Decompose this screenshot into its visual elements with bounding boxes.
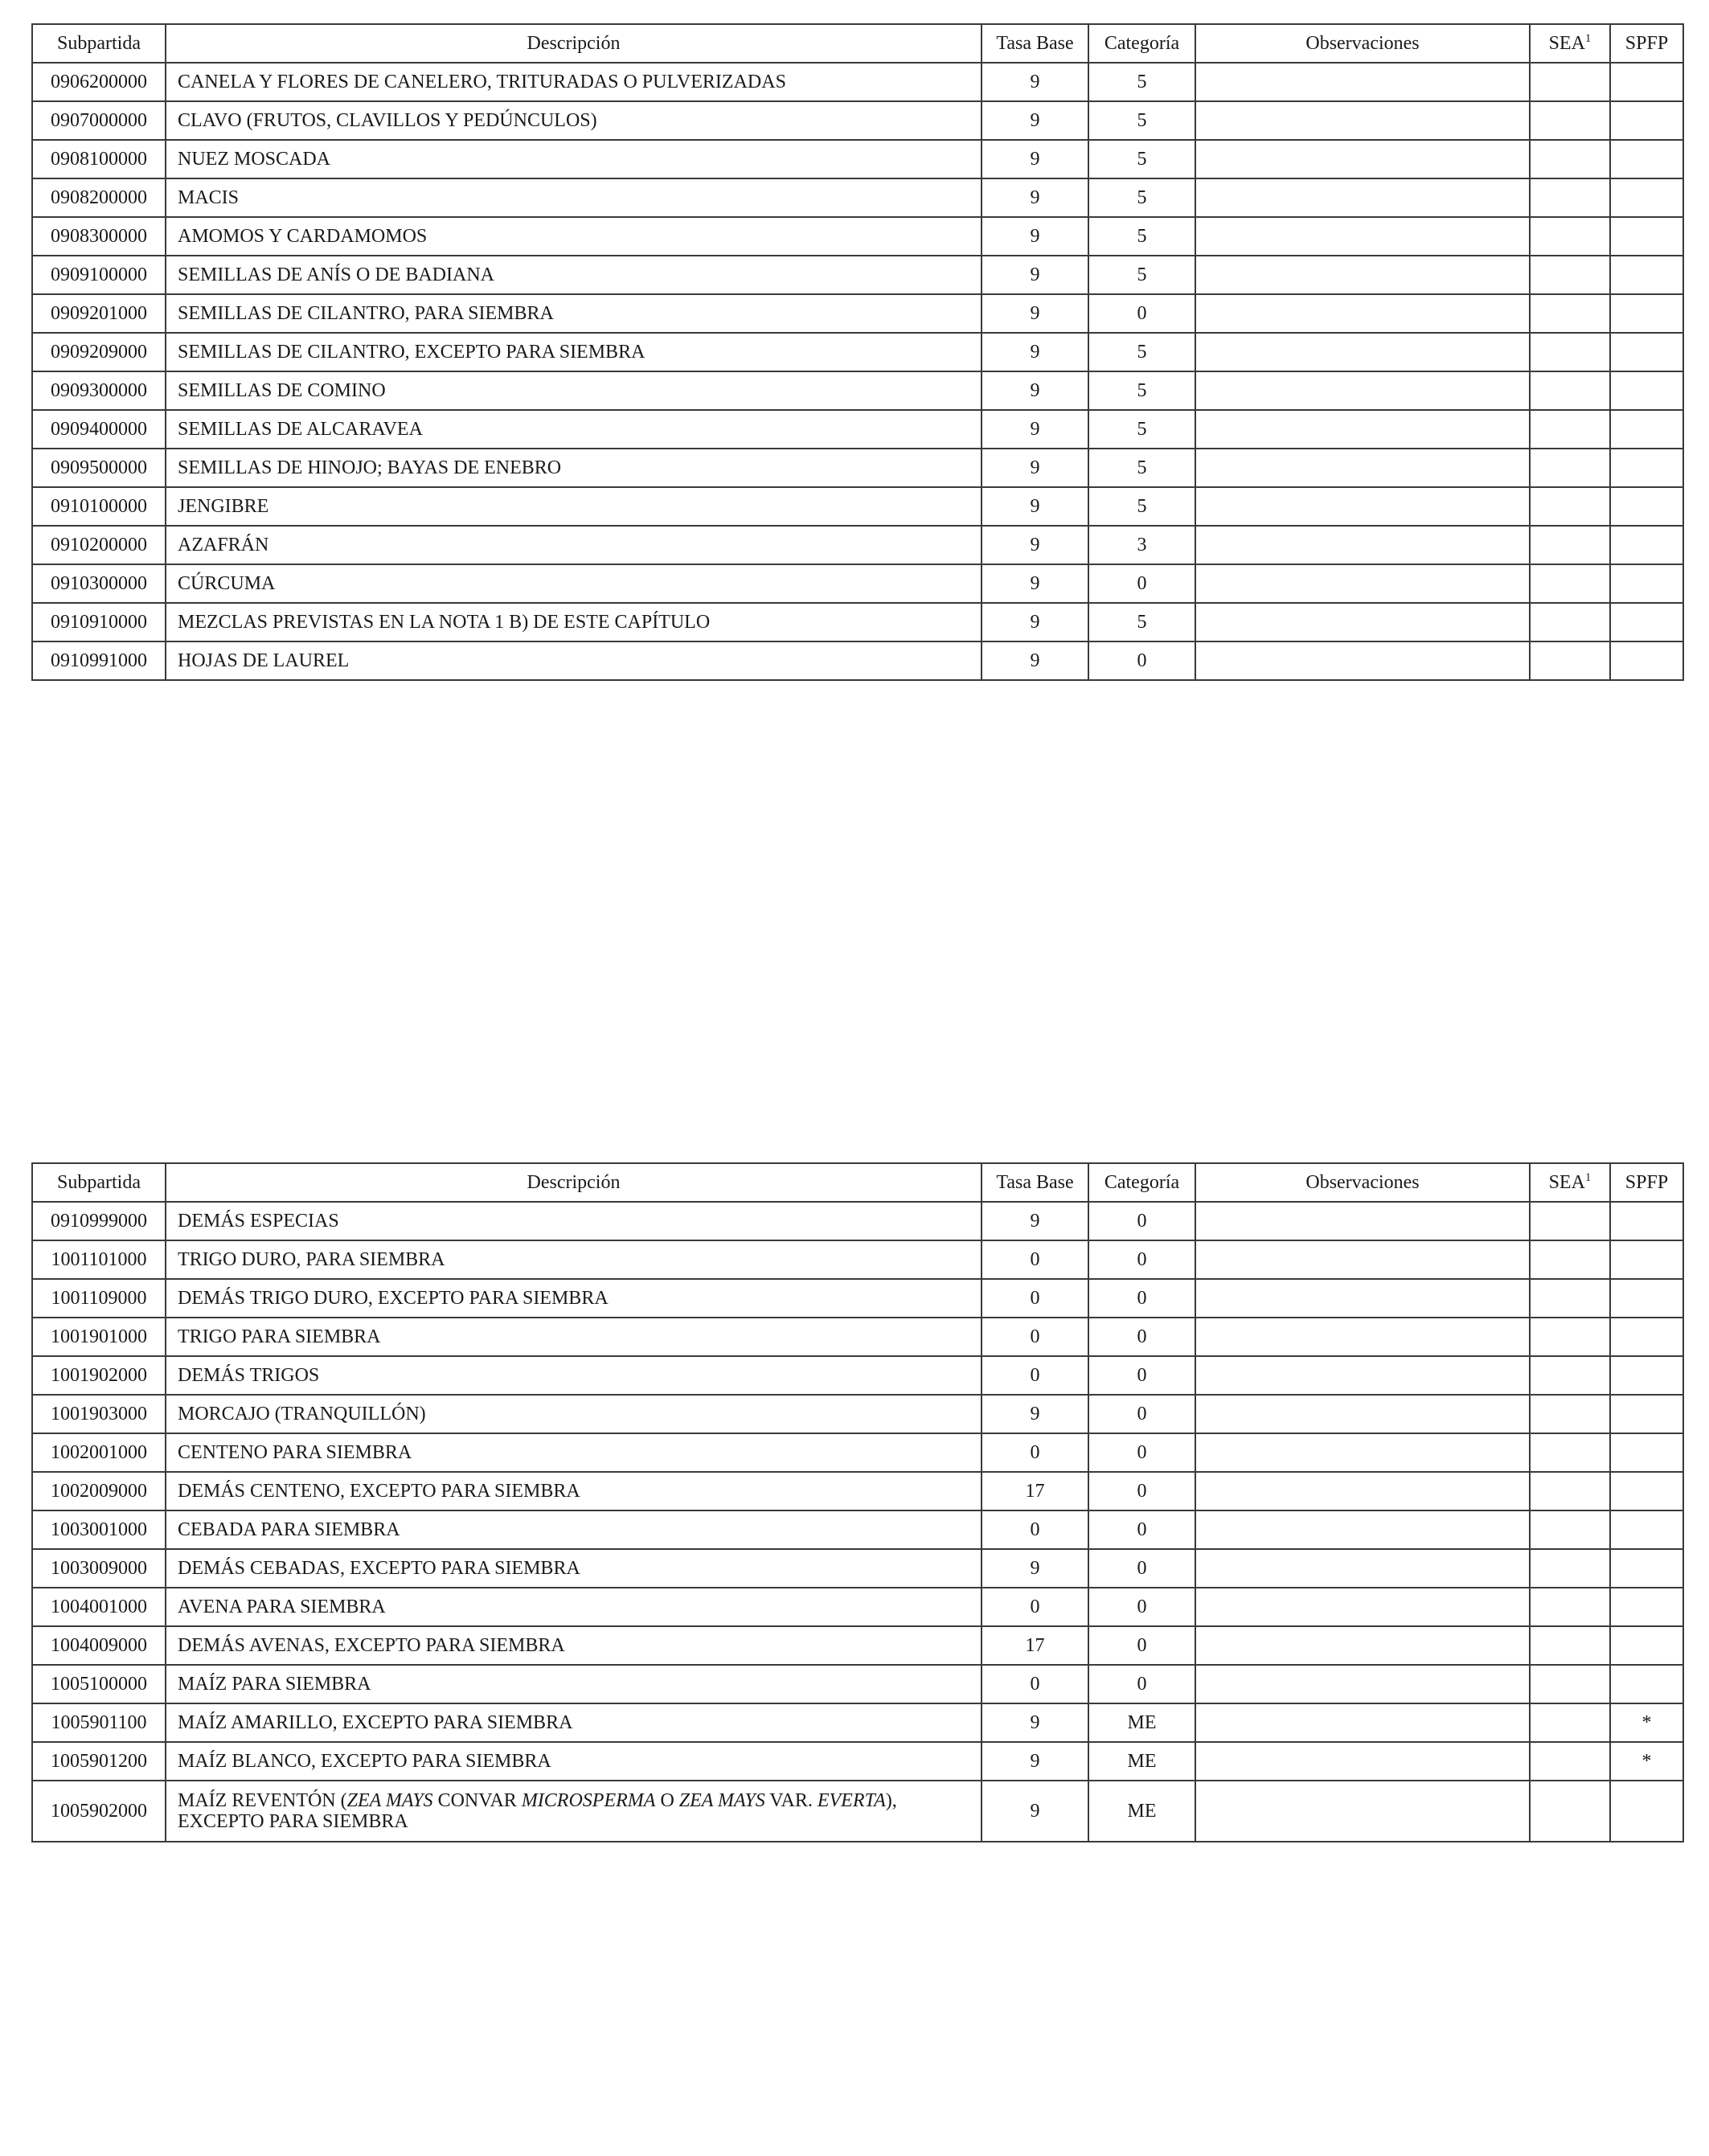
cell-observaciones — [1195, 256, 1530, 294]
cell-sea — [1530, 63, 1610, 101]
table-row — [32, 526, 1683, 564]
cell-observaciones — [1195, 140, 1530, 178]
cell-categoria: 5 — [1088, 63, 1195, 101]
cell-tasa-base: 0 — [982, 1240, 1088, 1279]
table-row — [32, 1626, 1683, 1665]
cell-categoria: 0 — [1088, 1240, 1195, 1279]
cell-descripcion: MAÍZ PARA SIEMBRA — [166, 1665, 982, 1703]
cell-sea — [1530, 449, 1610, 487]
cell-sea — [1530, 1318, 1610, 1356]
cell-categoria: 0 — [1088, 1395, 1195, 1433]
cell-spfp: * — [1610, 1703, 1683, 1742]
cell-observaciones — [1195, 1318, 1530, 1356]
cell-sea — [1530, 101, 1610, 140]
cell-subpartida: 0909201000 — [32, 294, 166, 333]
cell-descripcion: AZAFRÁN — [166, 526, 982, 564]
cell-descripcion — [166, 1781, 982, 1842]
cell-spfp — [1610, 140, 1683, 178]
descripcion-part: EXCEPTO PARA SIEMBRA — [178, 1811, 408, 1832]
cell-subpartida: 0906200000 — [32, 63, 166, 101]
header-sea-footnote: 1 — [1584, 1171, 1592, 1184]
table-row — [32, 217, 1683, 256]
header-categoria: Categoría — [1088, 1163, 1195, 1202]
cell-tasa-base: 9 — [982, 641, 1088, 680]
cell-sea — [1530, 1395, 1610, 1433]
header-descripcion: Descripción — [166, 24, 982, 63]
cell-subpartida: 0909500000 — [32, 449, 166, 487]
header-sea — [1530, 24, 1610, 63]
cell-subpartida: 1001903000 — [32, 1395, 166, 1433]
cell-tasa-base: 0 — [982, 1433, 1088, 1472]
cell-categoria: 5 — [1088, 101, 1195, 140]
cell-sea — [1530, 1626, 1610, 1665]
cell-sea — [1530, 526, 1610, 564]
header-subpartida: Subpartida — [32, 24, 166, 63]
cell-descripcion: MAÍZ BLANCO, EXCEPTO PARA SIEMBRA — [166, 1742, 982, 1781]
cell-descripcion: DEMÁS AVENAS, EXCEPTO PARA SIEMBRA — [166, 1626, 982, 1665]
descripcion-part: MAÍZ REVENTÓN ( — [178, 1790, 347, 1811]
descripcion-part: O — [655, 1790, 679, 1811]
cell-tasa-base: 9 — [982, 371, 1088, 410]
cell-subpartida: 0908300000 — [32, 217, 166, 256]
cell-descripcion: MEZCLAS PREVISTAS EN LA NOTA 1 B) DE ESTE CAPÍTULO — [166, 603, 982, 641]
table-row — [32, 1356, 1683, 1395]
header-sea-label: SEA — [1548, 1172, 1585, 1193]
cell-descripcion: CENTENO PARA SIEMBRA — [166, 1433, 982, 1472]
cell-spfp — [1610, 641, 1683, 680]
cell-subpartida: 0910100000 — [32, 487, 166, 526]
cell-spfp — [1610, 1781, 1683, 1842]
cell-observaciones — [1195, 1703, 1530, 1742]
table-row — [32, 1472, 1683, 1510]
cell-observaciones — [1195, 449, 1530, 487]
cell-observaciones — [1195, 410, 1530, 449]
cell-tasa-base: 9 — [982, 526, 1088, 564]
cell-categoria: 0 — [1088, 1202, 1195, 1240]
cell-subpartida: 0908200000 — [32, 178, 166, 217]
cell-subpartida: 1001101000 — [32, 1240, 166, 1279]
cell-observaciones — [1195, 294, 1530, 333]
descripcion-part: ZEA MAYS — [678, 1790, 765, 1811]
cell-spfp — [1610, 1510, 1683, 1549]
cell-spfp — [1610, 1202, 1683, 1240]
tariff-table-2 — [31, 1162, 1684, 1842]
cell-tasa-base: 17 — [982, 1626, 1088, 1665]
table-row — [32, 1549, 1683, 1588]
cell-spfp — [1610, 1472, 1683, 1510]
table-row — [32, 564, 1683, 603]
cell-subpartida: 0909400000 — [32, 410, 166, 449]
cell-observaciones — [1195, 1665, 1530, 1703]
cell-subpartida: 0909300000 — [32, 371, 166, 410]
cell-categoria: 0 — [1088, 1318, 1195, 1356]
table-2-body — [32, 1202, 1683, 1842]
cell-descripcion: DEMÁS CENTENO, EXCEPTO PARA SIEMBRA — [166, 1472, 982, 1510]
cell-sea — [1530, 603, 1610, 641]
table-row — [32, 641, 1683, 680]
cell-spfp — [1610, 178, 1683, 217]
table-header-row — [32, 24, 1683, 63]
cell-subpartida: 0910991000 — [32, 641, 166, 680]
cell-sea — [1530, 1588, 1610, 1626]
cell-categoria: 5 — [1088, 487, 1195, 526]
cell-subpartida: 1005100000 — [32, 1665, 166, 1703]
cell-subpartida: 0910999000 — [32, 1202, 166, 1240]
table-row — [32, 63, 1683, 101]
cell-tasa-base: 9 — [982, 449, 1088, 487]
cell-tasa-base: 9 — [982, 333, 1088, 371]
header-sea-footnote: 1 — [1584, 32, 1592, 45]
cell-subpartida: 0910910000 — [32, 603, 166, 641]
cell-sea — [1530, 1356, 1610, 1395]
table-row — [32, 1240, 1683, 1279]
cell-subpartida: 1001109000 — [32, 1279, 166, 1318]
cell-categoria: 0 — [1088, 1665, 1195, 1703]
table-row — [32, 1703, 1683, 1742]
cell-subpartida: 1003001000 — [32, 1510, 166, 1549]
cell-tasa-base: 0 — [982, 1665, 1088, 1703]
table-row — [32, 1588, 1683, 1626]
cell-subpartida: 1002009000 — [32, 1472, 166, 1510]
cell-subpartida: 1001901000 — [32, 1318, 166, 1356]
cell-categoria: ME — [1088, 1703, 1195, 1742]
cell-subpartida: 1005901200 — [32, 1742, 166, 1781]
table-row — [32, 333, 1683, 371]
cell-subpartida: 0909209000 — [32, 333, 166, 371]
cell-spfp — [1610, 256, 1683, 294]
cell-tasa-base: 9 — [982, 1781, 1088, 1842]
cell-descripcion: AVENA PARA SIEMBRA — [166, 1588, 982, 1626]
header-observaciones: Observaciones — [1195, 24, 1530, 63]
cell-spfp — [1610, 1395, 1683, 1433]
cell-observaciones — [1195, 641, 1530, 680]
cell-descripcion: DEMÁS CEBADAS, EXCEPTO PARA SIEMBRA — [166, 1549, 982, 1588]
cell-spfp: * — [1610, 1742, 1683, 1781]
cell-tasa-base: 9 — [982, 178, 1088, 217]
table-row — [32, 140, 1683, 178]
cell-tasa-base: 0 — [982, 1356, 1088, 1395]
cell-tasa-base: 9 — [982, 1395, 1088, 1433]
descripcion-part: EVERTA — [817, 1790, 886, 1811]
table-row — [32, 1665, 1683, 1703]
cell-observaciones — [1195, 178, 1530, 217]
cell-descripcion: JENGIBRE — [166, 487, 982, 526]
cell-observaciones — [1195, 1549, 1530, 1588]
table-row — [32, 1279, 1683, 1318]
cell-tasa-base: 0 — [982, 1510, 1088, 1549]
header-spfp: SPFP — [1610, 1163, 1683, 1202]
cell-categoria: 5 — [1088, 217, 1195, 256]
table-row — [32, 487, 1683, 526]
cell-tasa-base: 9 — [982, 1202, 1088, 1240]
table-row — [32, 256, 1683, 294]
cell-sea — [1530, 1433, 1610, 1472]
cell-tasa-base: 9 — [982, 487, 1088, 526]
header-tasa-base: Tasa Base — [982, 1163, 1088, 1202]
cell-tasa-base: 9 — [982, 101, 1088, 140]
cell-sea — [1530, 641, 1610, 680]
table-row — [32, 410, 1683, 449]
cell-categoria: 0 — [1088, 641, 1195, 680]
cell-subpartida: 1005901100 — [32, 1703, 166, 1742]
cell-descripcion: HOJAS DE LAUREL — [166, 641, 982, 680]
cell-spfp — [1610, 371, 1683, 410]
cell-descripcion: CÚRCUMA — [166, 564, 982, 603]
cell-tasa-base: 9 — [982, 1549, 1088, 1588]
cell-spfp — [1610, 1665, 1683, 1703]
cell-observaciones — [1195, 1742, 1530, 1781]
cell-descripcion: TRIGO PARA SIEMBRA — [166, 1318, 982, 1356]
cell-categoria: 0 — [1088, 1626, 1195, 1665]
cell-categoria: 5 — [1088, 603, 1195, 641]
cell-observaciones — [1195, 1588, 1530, 1626]
cell-observaciones — [1195, 1356, 1530, 1395]
cell-categoria: 0 — [1088, 1279, 1195, 1318]
cell-categoria: 5 — [1088, 333, 1195, 371]
cell-descripcion: DEMÁS TRIGOS — [166, 1356, 982, 1395]
cell-categoria: 5 — [1088, 178, 1195, 217]
cell-subpartida: 0909100000 — [32, 256, 166, 294]
cell-categoria: 5 — [1088, 256, 1195, 294]
cell-sea — [1530, 256, 1610, 294]
cell-tasa-base: 9 — [982, 1703, 1088, 1742]
cell-spfp — [1610, 217, 1683, 256]
descripcion-part: MICROSPERMA — [521, 1790, 656, 1811]
table-row — [32, 1433, 1683, 1472]
cell-sea — [1530, 1279, 1610, 1318]
cell-observaciones — [1195, 1510, 1530, 1549]
cell-tasa-base: 9 — [982, 1742, 1088, 1781]
cell-categoria: 5 — [1088, 410, 1195, 449]
descripcion-part: ), — [885, 1790, 897, 1811]
cell-spfp — [1610, 333, 1683, 371]
cell-sea — [1530, 333, 1610, 371]
cell-sea — [1530, 1665, 1610, 1703]
cell-sea — [1530, 564, 1610, 603]
cell-descripcion: NUEZ MOSCADA — [166, 140, 982, 178]
cell-sea — [1530, 1781, 1610, 1842]
cell-subpartida: 0910300000 — [32, 564, 166, 603]
cell-subpartida: 1004001000 — [32, 1588, 166, 1626]
cell-descripcion: SEMILLAS DE ANÍS O DE BADIANA — [166, 256, 982, 294]
cell-spfp — [1610, 101, 1683, 140]
cell-sea — [1530, 1549, 1610, 1588]
descripcion-part: ZEA MAYS — [346, 1790, 433, 1811]
cell-subpartida: 1003009000 — [32, 1549, 166, 1588]
cell-sea — [1530, 1202, 1610, 1240]
cell-tasa-base: 9 — [982, 217, 1088, 256]
cell-subpartida: 1004009000 — [32, 1626, 166, 1665]
cell-tasa-base: 9 — [982, 63, 1088, 101]
cell-tasa-base: 9 — [982, 603, 1088, 641]
cell-tasa-base: 9 — [982, 256, 1088, 294]
cell-spfp — [1610, 294, 1683, 333]
table-row — [32, 1781, 1683, 1842]
cell-categoria: 0 — [1088, 294, 1195, 333]
tariff-table-1 — [31, 23, 1684, 681]
cell-observaciones — [1195, 564, 1530, 603]
cell-tasa-base: 0 — [982, 1318, 1088, 1356]
table-row — [32, 1742, 1683, 1781]
cell-observaciones — [1195, 1433, 1530, 1472]
cell-subpartida: 1001902000 — [32, 1356, 166, 1395]
cell-categoria: 0 — [1088, 1549, 1195, 1588]
cell-subpartida: 0907000000 — [32, 101, 166, 140]
cell-spfp — [1610, 1626, 1683, 1665]
cell-observaciones — [1195, 1202, 1530, 1240]
cell-tasa-base: 17 — [982, 1472, 1088, 1510]
cell-descripcion: SEMILLAS DE HINOJO; BAYAS DE ENEBRO — [166, 449, 982, 487]
cell-sea — [1530, 178, 1610, 217]
cell-descripcion: CLAVO (FRUTOS, CLAVILLOS Y PEDÚNCULOS) — [166, 101, 982, 140]
cell-tasa-base: 9 — [982, 564, 1088, 603]
table-row — [32, 1318, 1683, 1356]
cell-descripcion: SEMILLAS DE COMINO — [166, 371, 982, 410]
cell-descripcion: CEBADA PARA SIEMBRA — [166, 1510, 982, 1549]
table-header-row — [32, 1163, 1683, 1202]
cell-spfp — [1610, 1549, 1683, 1588]
cell-tasa-base: 0 — [982, 1279, 1088, 1318]
cell-descripcion: DEMÁS TRIGO DURO, EXCEPTO PARA SIEMBRA — [166, 1279, 982, 1318]
header-tasa-base: Tasa Base — [982, 24, 1088, 63]
table-1-body — [32, 63, 1683, 680]
cell-observaciones — [1195, 1279, 1530, 1318]
cell-observaciones — [1195, 101, 1530, 140]
cell-descripcion: SEMILLAS DE CILANTRO, PARA SIEMBRA — [166, 294, 982, 333]
cell-observaciones — [1195, 333, 1530, 371]
cell-sea — [1530, 140, 1610, 178]
cell-descripcion: MORCAJO (TRANQUILLÓN) — [166, 1395, 982, 1433]
cell-categoria: 0 — [1088, 1433, 1195, 1472]
descripcion-part: VAR. — [764, 1790, 818, 1811]
cell-sea — [1530, 1510, 1610, 1549]
cell-sea — [1530, 217, 1610, 256]
header-sea-label: SEA — [1548, 33, 1585, 54]
header-sea — [1530, 1163, 1610, 1202]
cell-categoria: 3 — [1088, 526, 1195, 564]
table-row — [32, 178, 1683, 217]
cell-sea — [1530, 1240, 1610, 1279]
cell-tasa-base: 9 — [982, 140, 1088, 178]
cell-descripcion: CANELA Y FLORES DE CANELERO, TRITURADAS O PULVERIZADAS — [166, 63, 982, 101]
cell-categoria: ME — [1088, 1781, 1195, 1842]
cell-observaciones — [1195, 1781, 1530, 1842]
header-observaciones: Observaciones — [1195, 1163, 1530, 1202]
table-row — [32, 101, 1683, 140]
cell-observaciones — [1195, 1472, 1530, 1510]
cell-spfp — [1610, 1318, 1683, 1356]
cell-sea — [1530, 294, 1610, 333]
header-categoria: Categoría — [1088, 24, 1195, 63]
cell-spfp — [1610, 1588, 1683, 1626]
table-row — [32, 1202, 1683, 1240]
cell-subpartida: 0910200000 — [32, 526, 166, 564]
cell-categoria: 0 — [1088, 1472, 1195, 1510]
cell-descripcion: SEMILLAS DE CILANTRO, EXCEPTO PARA SIEMBRA — [166, 333, 982, 371]
cell-descripcion: TRIGO DURO, PARA SIEMBRA — [166, 1240, 982, 1279]
cell-observaciones — [1195, 1395, 1530, 1433]
cell-observaciones — [1195, 603, 1530, 641]
cell-spfp — [1610, 449, 1683, 487]
cell-spfp — [1610, 1356, 1683, 1395]
cell-observaciones — [1195, 526, 1530, 564]
cell-subpartida: 0908100000 — [32, 140, 166, 178]
header-subpartida: Subpartida — [32, 1163, 166, 1202]
cell-spfp — [1610, 564, 1683, 603]
cell-sea — [1530, 371, 1610, 410]
cell-spfp — [1610, 410, 1683, 449]
table-row — [32, 603, 1683, 641]
cell-observaciones — [1195, 487, 1530, 526]
table-row — [32, 1395, 1683, 1433]
cell-categoria: 5 — [1088, 449, 1195, 487]
cell-sea — [1530, 1703, 1610, 1742]
cell-sea — [1530, 487, 1610, 526]
header-spfp: SPFP — [1610, 24, 1683, 63]
table-row — [32, 294, 1683, 333]
cell-categoria: 5 — [1088, 371, 1195, 410]
cell-sea — [1530, 410, 1610, 449]
cell-spfp — [1610, 63, 1683, 101]
cell-observaciones — [1195, 371, 1530, 410]
cell-observaciones — [1195, 63, 1530, 101]
cell-spfp — [1610, 1279, 1683, 1318]
cell-categoria: 0 — [1088, 1510, 1195, 1549]
header-descripcion: Descripción — [166, 1163, 982, 1202]
cell-descripcion: MACIS — [166, 178, 982, 217]
table-row — [32, 1510, 1683, 1549]
cell-spfp — [1610, 1240, 1683, 1279]
cell-descripcion: MAÍZ AMARILLO, EXCEPTO PARA SIEMBRA — [166, 1703, 982, 1742]
descripcion-part: CONVAR — [432, 1790, 522, 1811]
cell-categoria: 0 — [1088, 1588, 1195, 1626]
cell-categoria: 0 — [1088, 1356, 1195, 1395]
table-row — [32, 449, 1683, 487]
cell-observaciones — [1195, 1240, 1530, 1279]
cell-descripcion: SEMILLAS DE ALCARAVEA — [166, 410, 982, 449]
cell-spfp — [1610, 603, 1683, 641]
cell-spfp — [1610, 1433, 1683, 1472]
cell-categoria: 0 — [1088, 564, 1195, 603]
cell-sea — [1530, 1742, 1610, 1781]
cell-observaciones — [1195, 217, 1530, 256]
cell-subpartida: 1005902000 — [32, 1781, 166, 1842]
cell-categoria: ME — [1088, 1742, 1195, 1781]
cell-tasa-base: 0 — [982, 1588, 1088, 1626]
cell-spfp — [1610, 487, 1683, 526]
cell-sea — [1530, 1472, 1610, 1510]
cell-spfp — [1610, 526, 1683, 564]
cell-tasa-base: 9 — [982, 410, 1088, 449]
cell-tasa-base: 9 — [982, 294, 1088, 333]
cell-observaciones — [1195, 1626, 1530, 1665]
cell-subpartida: 1002001000 — [32, 1433, 166, 1472]
cell-categoria: 5 — [1088, 140, 1195, 178]
cell-descripcion: DEMÁS ESPECIAS — [166, 1202, 982, 1240]
cell-descripcion: AMOMOS Y CARDAMOMOS — [166, 217, 982, 256]
table-row — [32, 371, 1683, 410]
